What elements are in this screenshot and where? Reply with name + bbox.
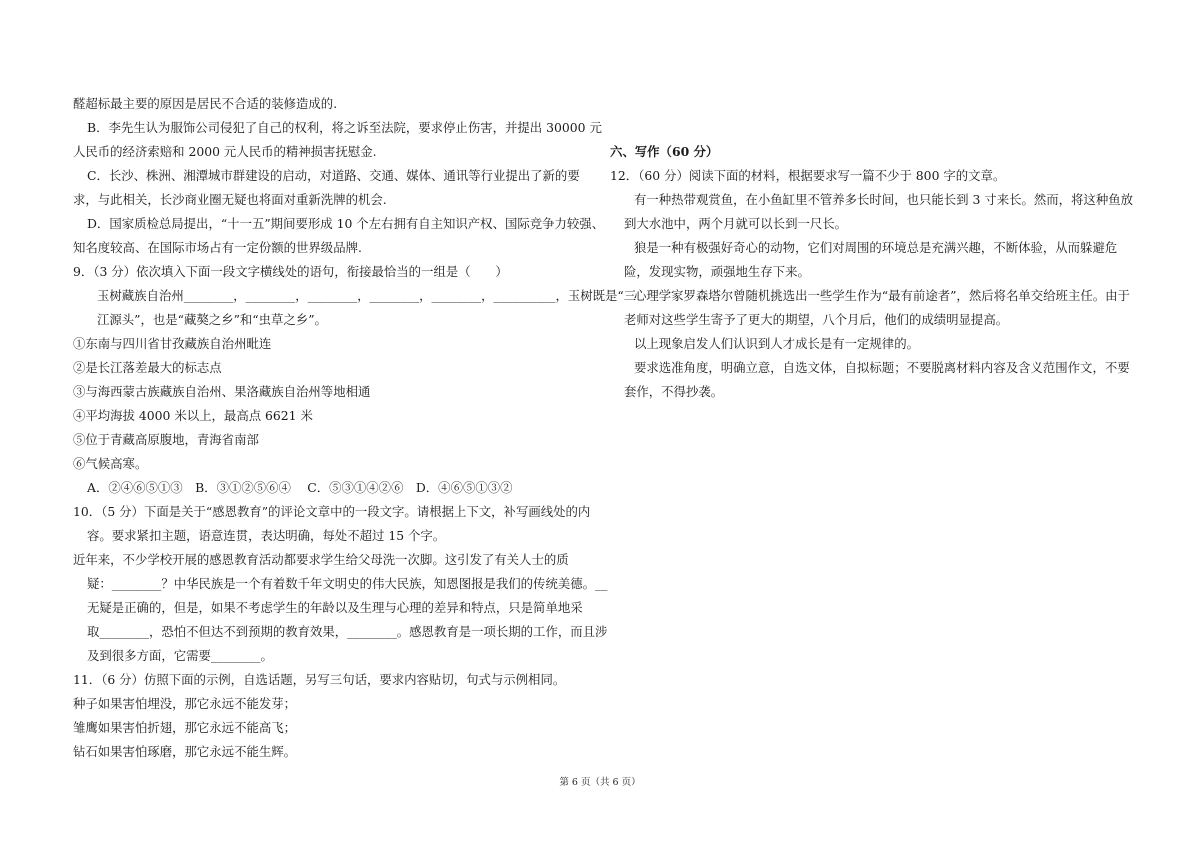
- left-text-line: 及到很多方面，它需要________。: [87, 648, 273, 663]
- left-text-line: 知名度较高、在国际市场占有一定份额的世界级品牌.: [73, 240, 362, 255]
- left-text-line: 醛超标最主要的原因是居民不合适的装修造成的.: [73, 96, 338, 111]
- left-text-line: 10．（5 分）下面是关于“感恩教育”的评论文章中的一段文字。请根据上下文，补写画线处的内: [73, 504, 591, 519]
- left-text-line: ③与海西蒙古族藏族自治州、果洛藏族自治州等地相通: [73, 384, 371, 399]
- right-text-line: 12．（60 分）阅读下面的材料，根据要求写一篇不少于 800 字的文章。: [610, 168, 1006, 183]
- left-text-line: ①东南与四川省甘孜藏族自治州毗连: [73, 336, 272, 351]
- right-text-line: 老师对这些学生寄予了更大的期望，八个月后，他们的成绩明显提高。: [624, 312, 1009, 327]
- right-column: [610, 92, 1133, 404]
- left-text-line: C．长沙、株洲、湘潭城市群建设的启动，对道路、交通、媒体、通讯等行业提出了新的要: [87, 168, 580, 183]
- left-text-line: 无疑是正确的，但是，如果不考虑学生的年龄以及生理与心理的差异和特点，只是简单地采: [87, 600, 583, 615]
- left-text-line: 人民币的经济索赔和 2000 元人民币的精神损害抚慰金.: [73, 144, 377, 159]
- left-column: [73, 92, 637, 764]
- right-text-line: 有一种热带观赏鱼，在小鱼缸里不管养多长时间，也只能长到 3 寸来长。然而，将这种鱼放: [634, 192, 1133, 207]
- right-text-line: 险，发现实物，顽强地生存下来。: [624, 264, 810, 279]
- left-text-line: 疑：________？中华民族是一个有着数千年文明史的伟大民族，知恩图报是我们的传统美德。__: [87, 576, 608, 591]
- right-text-line: 六、写作（60 分）: [610, 144, 719, 159]
- right-text-line: 到大水池中，两个月就可以长到一尺长。: [624, 216, 848, 231]
- left-text-line: 钻石如果害怕琢磨，那它永远不能生辉。: [73, 744, 297, 759]
- left-text-line: ⑥气候高寒。: [73, 456, 148, 471]
- left-text-line: 玉树藏族自治州________，________，________，________，________，__________，玉树既是“三: [97, 288, 637, 303]
- left-text-line: 近年来，不少学校开展的感恩教育活动都要求学生给父母洗一次脚。这引发了有关人士的质: [73, 552, 569, 567]
- left-text-line: ②是长江落差最大的标志点: [73, 360, 222, 375]
- left-text-line: 9．（3 分）依次填入下面一段文字横线处的语句，衔接最恰当的一组是（ ）: [73, 264, 508, 279]
- left-text-line: 容。要求紧扣主题，语意连贯，表达明确，每处不超过 15 个字。: [87, 528, 446, 543]
- right-text-line: 狼是一种有极强好奇心的动物，它们对周围的环境总是充满兴趣，不断体验，从而躲避危: [634, 240, 1118, 255]
- left-text-line: D．国家质检总局提出，“十一五”期间要形成 10 个左右拥有自主知识产权、国际竞争力较强、: [87, 216, 605, 231]
- right-text-line: 套作，不得抄袭。: [624, 384, 724, 399]
- right-text-line: 以上现象启发人们认识到人才成长是有一定规律的。: [634, 336, 919, 351]
- right-text-line: 心理学家罗森塔尔曾随机挑选出一些学生作为“最有前途者”，然后将名单交给班主任。由于: [634, 288, 1130, 303]
- left-text-line: ⑤位于青藏高原腹地，青海省南部: [73, 432, 259, 447]
- left-text-line: 11．（6 分）仿照下面的示例，自选话题，另写三句话，要求内容贴切，句式与示例相同。: [73, 672, 566, 687]
- left-text-line: 种子如果害怕埋没，那它永远不能发芽；: [73, 696, 297, 711]
- left-text-line: A．②④⑥⑤①③ B．③①②⑤⑥④ C．⑤③①④②⑥ D．④⑥⑤①③②: [87, 480, 513, 495]
- right-text-line: 要求选准角度，明确立意，自选文体，自拟标题；不要脱离材料内容及含义范围作文，不要: [634, 360, 1130, 375]
- page-footer: 第 6 页（共 6 页）: [559, 777, 641, 788]
- left-text-line: 取________，恐怕不但达不到预期的教育效果，________。感恩教育是一项长期的工作，而且涉: [87, 624, 608, 639]
- left-text-line: ④平均海拔 4000 米以上，最高点 6621 米: [73, 408, 313, 423]
- left-text-line: B．李先生认为服饰公司侵犯了自己的权利，将之诉至法院，要求停止伤害，并提出 30000 元: [87, 120, 602, 135]
- left-text-line: 雏鹰如果害怕折翅，那它永远不能高飞；: [73, 720, 297, 735]
- left-text-line: 江源头”，也是“藏獒之乡”和“虫草之乡”。: [97, 312, 327, 327]
- right-column-spacer: [610, 92, 1130, 140]
- left-text-line: 求，与此相关，长沙商业圈无疑也将面对重新洗牌的机会.: [73, 192, 387, 207]
